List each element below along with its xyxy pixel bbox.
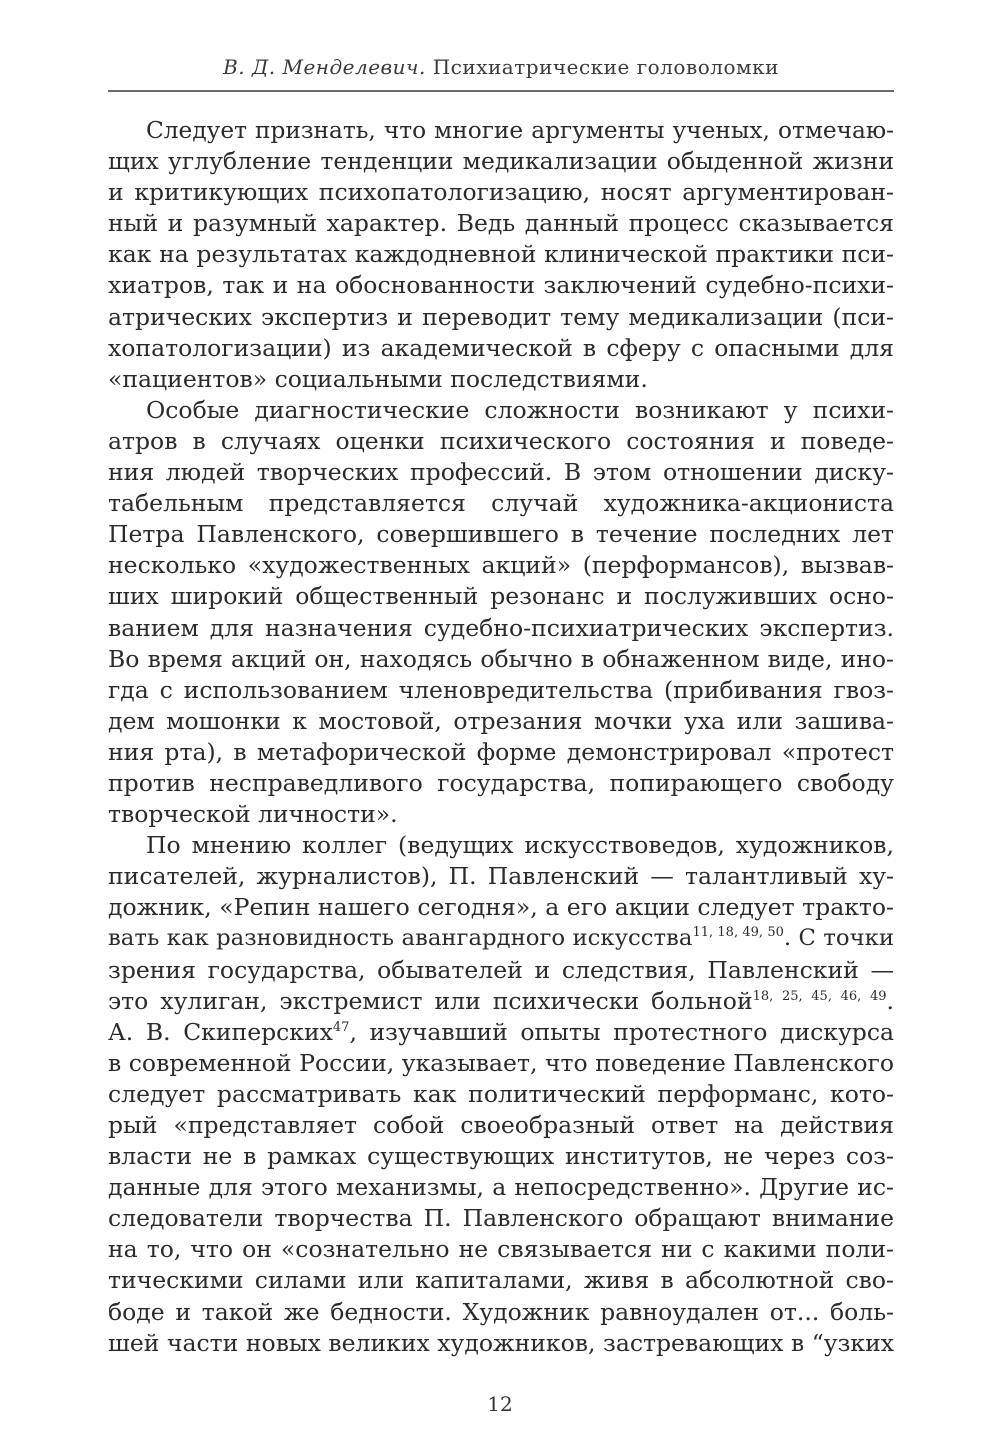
citation-reference: 47 [332,1019,350,1035]
text-line: ния рта), в метафорической форме демонстрировал «протест [108,737,894,766]
running-header [108,55,894,79]
text-line: несколько «художественных акций» (перформансов), вызвав- [108,551,894,580]
text-line: Петра Павленского, совершившего в течение последних лет [108,520,894,549]
line-text: А. В. Скиперских [108,1017,333,1046]
text-line: хопатологизации) из академической в сферу с опасными для [108,333,894,362]
line-text: . [886,986,894,1015]
body-text [108,115,894,1359]
text-line: шей части новых великих художников, застревающих в “узких [108,1328,894,1357]
text-line: на то, что он «сознательно не связывается ни с какими поли- [108,1235,894,1264]
text-line: атров в случаях оценки психического состояния и поведе- [108,426,894,455]
text-line: следует рассматривать как политический перформанс, кото- [108,1079,894,1108]
text-line: хиатров, так и на обоснованности заключений судебно-психи- [108,271,894,300]
text-line: данные для этого механизмы, а непосредственно». Другие ис- [108,1173,894,1202]
text-line-with-reference [108,923,894,954]
text-line: боде и такой же бедности. Художник равноудален от... боль- [108,1297,894,1326]
line-text: вать как разновидность авангардного искусства [108,925,693,952]
text-line: тическими силами или капиталами, живя в абсолютной сво- [108,1266,894,1295]
text-line: Особые диагностические сложности возникают у психи- [146,395,894,424]
text-line: и критикующих психопатологизацию, носят аргументирован- [108,178,894,207]
text-line: в современной России, указывает, что поведение Павленского [108,1048,894,1077]
text-line-with-reference [108,1017,894,1048]
text-line: против несправедливого государства, попирающего свободу [108,768,894,797]
citation-reference: 11, 18, 49, 50 [692,925,784,941]
text-line: ванием для назначения судебно-психиатрических экспертиз. [108,613,894,642]
text-line: атрических экспертиз и переводит тему медикализации (пси- [108,302,894,331]
text-line: как на результатах каждодневной клинической практики пси- [108,240,894,269]
text-line-with-reference [108,986,894,1017]
citation-reference: 18, 25, 45, 46, 49 [752,988,887,1004]
text-line: творческой личности». [108,800,398,829]
text-line: следователи творчества П. Павленского обращают внимание [108,1204,894,1233]
text-line: ный и разумный характер. Ведь данный процесс сказывается [108,209,894,238]
line-text: , изучавший опыты протестного дискурса [349,1017,894,1046]
text-line: ния людей творческих профессий. В этом отношении диску- [108,458,894,487]
line-text: это хулиган, экстремист или психически больной [108,986,753,1015]
text-line: По мнению коллег (ведущих искусствоведов, художников, [146,831,894,860]
text-line: писателей, журналистов), П. Павленский — талантливый ху- [108,862,894,891]
header-divider [108,90,894,92]
text-line: Следует признать, что многие аргументы ученых, отмечаю- [146,117,894,144]
page-number: 12 [487,1392,513,1416]
text-line: Во время акций он, находясь обычно в обнаженном виде, ино- [108,644,894,673]
text-line: щих углубление тенденции медикализации обыденной жизни [108,147,894,176]
text-line: власти не в рамках существующих институтов, не через соз- [108,1142,894,1171]
header-author: В. Д. Менделевич. [223,55,426,79]
text-line: зрения государства, обывателей и следствия, Павленский — [108,955,894,984]
text-line: табельным представляется случай художника-акциониста [108,489,894,518]
text-line: «пациентов» социальными последствиями. [108,364,648,393]
text-line: рый «представляет собой своеобразный ответ на действия [108,1111,894,1139]
text-line: дожник, «Репин нашего сегодня», а его акции следует тракто- [108,893,894,922]
header-title: Психиатрические головоломки [432,55,779,79]
text-line: гда с использованием членовредительства (прибивания гвоз- [108,675,894,704]
text-line: ших широкий общественный резонанс и послуживших осно- [108,582,894,611]
text-line: дем мошонки к мостовой, отрезания мочки уха или зашива- [108,706,894,735]
line-text: . С точки [783,925,894,952]
